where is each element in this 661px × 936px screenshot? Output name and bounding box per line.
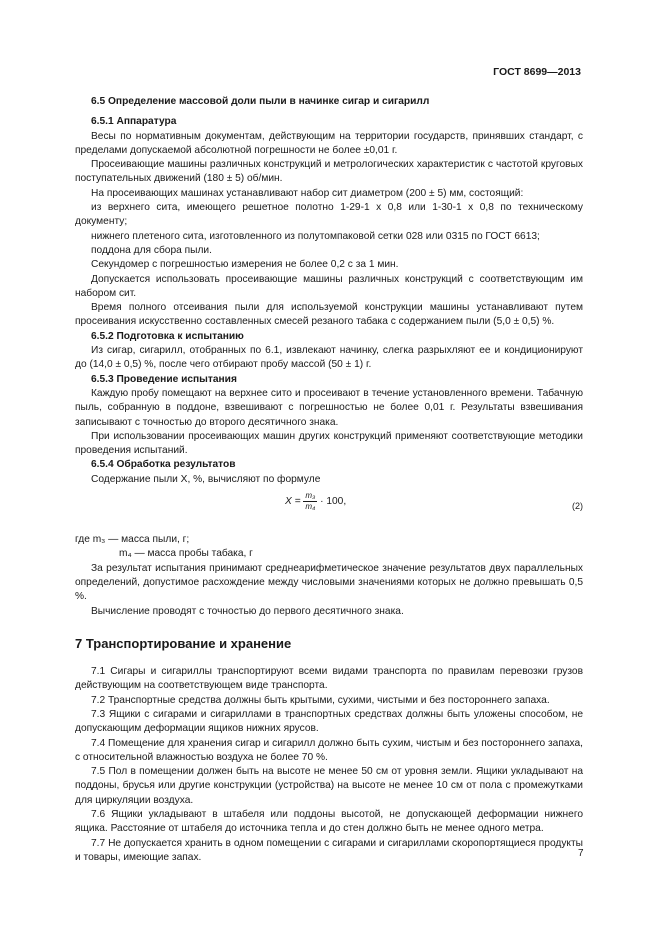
subsection-6-5-4-title: 6.5.4 Обработка результатов	[91, 459, 236, 471]
paragraph: 7.3 Ящики с сигарами и сигариллами в транспортных средствах должны быть уложены способом, не допускающим деформации ящиков нижних ярусов.	[75, 708, 583, 735]
paragraph: 7.7 Не допускается хранить в одном помещении с сигарами и сигариллами скоропортящиеся продукты и товары, имеющие запах.	[75, 837, 583, 863]
paragraph: 7.4 Помещение для хранения сигар и сигарилл должно быть сухим, чистым и без постороннего запаха, с относительной влажностью воздуха не более 70 %.	[75, 737, 583, 763]
paragraph: 7.5 Пол в помещении должен быть на высоте не менее 50 см от уровня земли. Ящики укладывают на поддоны, брусья или другие конструкции (устройства) на высоте не менее 10 см от пола с промежутками для циркуляции воздуха.	[75, 766, 583, 806]
standard-header: ГОСТ 8699—2013	[493, 66, 581, 78]
paragraph: Допускается использовать просеивающие машины различных конструкций с соответствующим им набором сит.	[75, 273, 583, 299]
subsection-6-5-2-title: 6.5.2 Подготовка к испытанию	[91, 330, 244, 342]
paragraph: Содержание пыли X, %, вычисляют по формуле	[91, 473, 321, 485]
page-content	[75, 95, 583, 865]
formula-tail: · 100,	[320, 496, 347, 508]
paragraph: Вычисление проводят с точностью до первого десятичного знака.	[91, 605, 404, 617]
formula-expression	[285, 491, 346, 512]
paragraph: Из сигар, сигарилл, отобранных по 6.1, извлекают начинку, слегка разрыхляют ее и кондиционируют до (14,0 ± 0,5) %, после чего отбирают пробу массой (50 ± 1) г.	[75, 345, 583, 371]
paragraph: нижнего плетеного сита, изготовленного из полутомпаковой сетки 028 или 0315 по ГОСТ 6613;	[91, 230, 540, 242]
formula-denominator: m₄	[305, 502, 316, 512]
paragraph: Просеивающие машины различных конструкций и метрологических характеристик с частотой круговых поступательных движений (180 ± 5) об/мин.	[75, 159, 583, 185]
subsection-6-5-3-title: 6.5.3 Проведение испытания	[91, 373, 237, 385]
paragraph: 7.6 Ящики укладывают в штабеля или поддоны высотой, не допускающей деформации нижнего ящика. Расстояние от штабеля до источника тепла и до стен должно быть не менее одного метра.	[75, 809, 583, 835]
paragraph: При использовании просеивающих машин других конструкций применяют соответствующие методики проведения испытаний.	[75, 430, 583, 457]
paragraph: 7.2 Транспортные средства должны быть крытыми, сухими, чистыми и без постороннего запаха.	[91, 694, 550, 706]
paragraph: На просеивающих машинах устанавливают набор сит диаметром (200 ± 5) мм, состоящий:	[91, 187, 524, 199]
section-6-5-title: 6.5 Определение массовой доли пыли в начинке сигар и сигарилл	[91, 96, 430, 107]
where-m3: где m₃ — масса пыли, г;	[75, 534, 190, 546]
paragraph: Каждую пробу помещают на верхнее сито и просеивают в течение установленного времени. Табачную пыль, собранную в поддоне, взвешивают с погрешностью не более 0,01 г. Результаты взвешивания записывают с точностью до второго десятичного знака.	[75, 387, 583, 428]
formula-2	[75, 489, 583, 531]
section-7-title: 7 Транспортирование и хранение	[75, 635, 292, 651]
paragraph: Секундомер с погрешностью измерения не более 0,2 с за 1 мин.	[91, 259, 399, 271]
formula-number: (2)	[572, 501, 583, 512]
paragraph: Время полного отсеивания пыли для используемой конструкции машины устанавливают путем просеивания искусственно составленных смесей резаного табака с содержанием пыли (5,0 ± 0,5) %.	[75, 302, 583, 328]
formula-lhs: X =	[285, 496, 301, 508]
paragraph: 7.1 Сигары и сигариллы транспортируют всеми видами транспорта по правилам перевозки грузов действующим на соответствующем виде транспорта.	[75, 666, 583, 692]
subsection-6-5-1-title: 6.5.1 Аппаратура	[91, 116, 177, 128]
paragraph: поддона для сбора пыли.	[91, 244, 212, 256]
formula-numerator: m₃	[305, 491, 316, 501]
where-m4: m₄ — масса пробы табака, г	[119, 548, 253, 560]
paragraph: За результат испытания принимают среднеарифметическое значение результатов двух параллельных определений, допустимое расхождение между числовыми значениями которых не должно превышать 0,5 %.	[75, 562, 583, 603]
formula-fraction	[303, 491, 317, 512]
paragraph: из верхнего сита, имеющего решетное полотно 1-29-1 х 0,8 или 1-30-1 х 0,8 по техническому документу;	[75, 202, 583, 228]
paragraph: Весы по нормативным документам, действующим на территории государств, принявших стандарт, с пределами допускаемой абсолютной погрешности не более ±0,01 г.	[75, 130, 583, 156]
page-number: 7	[578, 848, 584, 859]
